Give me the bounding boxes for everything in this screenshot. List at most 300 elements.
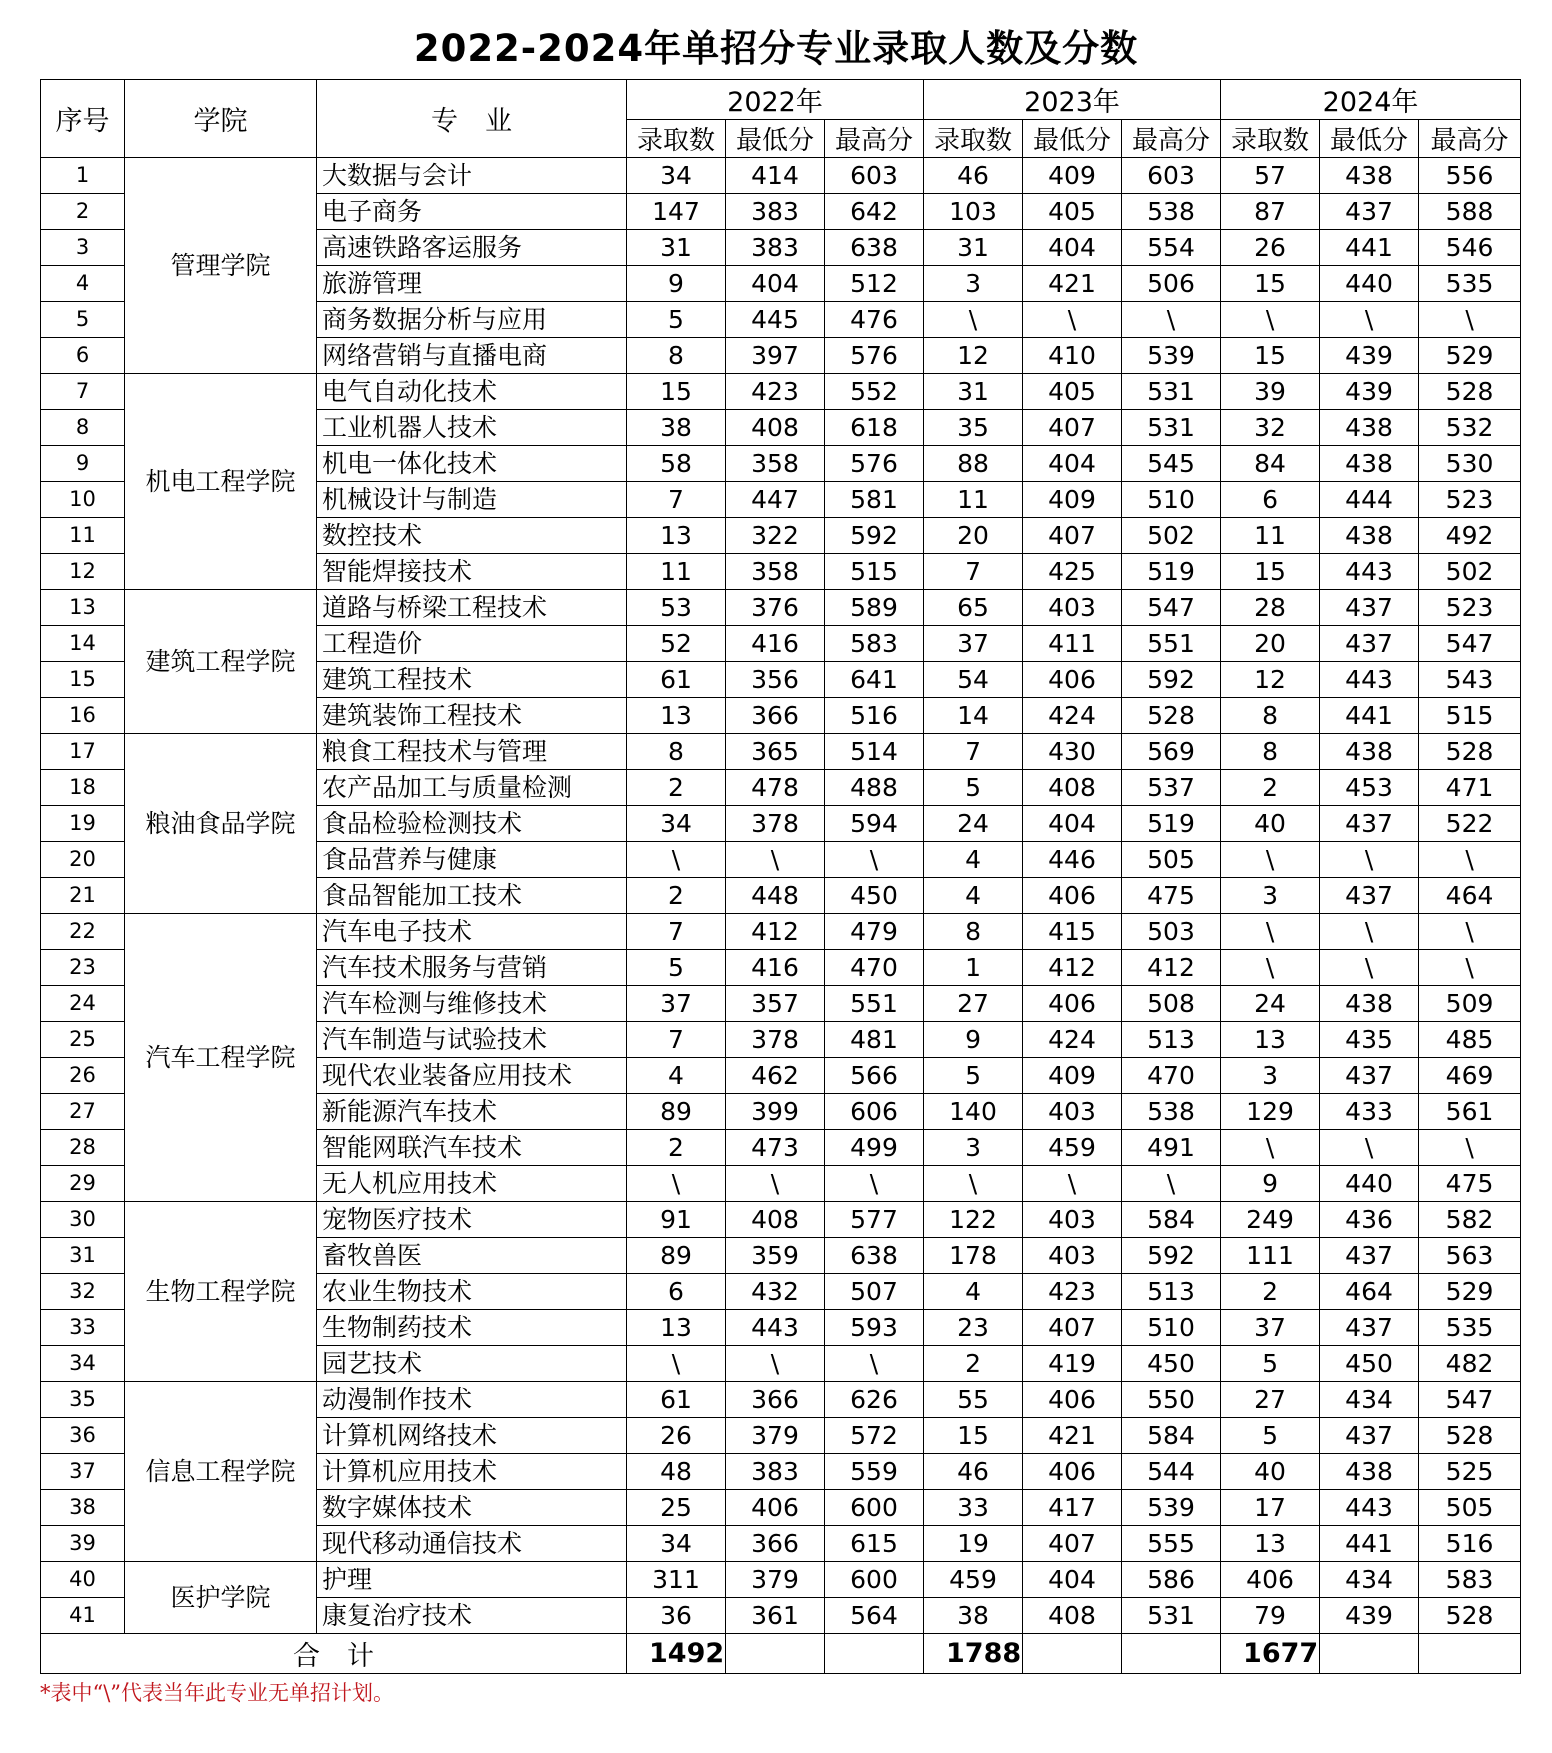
cell-2022-min-score: 378 [726, 1022, 825, 1058]
cell-2024-min-score: 438 [1320, 986, 1419, 1022]
cell-2023-max-score: 519 [1122, 806, 1221, 842]
header-index: 序号 [41, 80, 125, 158]
cell-2023-admitted: 103 [924, 194, 1023, 230]
row-index: 39 [41, 1526, 125, 1562]
cell-2024-min-score: 433 [1320, 1094, 1419, 1130]
cell-2024-admitted: 8 [1221, 698, 1320, 734]
cell-2023-admitted: 459 [924, 1562, 1023, 1598]
cell-2023-min-score: 459 [1023, 1130, 1122, 1166]
cell-2024-min-score: 464 [1320, 1274, 1419, 1310]
header-admitted: 录取数 [1221, 120, 1320, 158]
cell-2022-admitted: 31 [627, 230, 726, 266]
cell-2024-admitted: 3 [1221, 878, 1320, 914]
cell-2023-min-score: 403 [1023, 1238, 1122, 1274]
cell-2024-min-score: 437 [1320, 1058, 1419, 1094]
college-name: 粮油食品学院 [125, 734, 317, 914]
major-name: 食品营养与健康 [317, 842, 627, 878]
row-index: 20 [41, 842, 125, 878]
cell-2023-admitted: 4 [924, 1274, 1023, 1310]
cell-2022-min-score: 416 [726, 626, 825, 662]
major-name: 园艺技术 [317, 1346, 627, 1382]
cell-2022-min-score: 378 [726, 806, 825, 842]
cell-2023-admitted: 38 [924, 1598, 1023, 1634]
cell-2023-max-score: 412 [1122, 950, 1221, 986]
row-index: 40 [41, 1562, 125, 1598]
cell-2023-admitted: 37 [924, 626, 1023, 662]
major-name: 护理 [317, 1562, 627, 1598]
row-index: 32 [41, 1274, 125, 1310]
cell-2024-min-score: 438 [1320, 158, 1419, 194]
cell-2023-admitted: 3 [924, 266, 1023, 302]
cell-2024-max-score: 582 [1419, 1202, 1521, 1238]
cell-2022-max-score: 581 [825, 482, 924, 518]
cell-2022-min-score: \ [726, 1346, 825, 1382]
cell-2024-min-score: 438 [1320, 446, 1419, 482]
cell-2024-min-score: \ [1320, 302, 1419, 338]
cell-2024-min-score: 439 [1320, 1598, 1419, 1634]
row-index: 8 [41, 410, 125, 446]
cell-2023-max-score: 538 [1122, 1094, 1221, 1130]
cell-2023-admitted: 5 [924, 770, 1023, 806]
cell-2022-max-score: 641 [825, 662, 924, 698]
row-index: 27 [41, 1094, 125, 1130]
cell-2024-max-score: 535 [1419, 266, 1521, 302]
header-major: 专 业 [317, 80, 627, 158]
header-year-2022: 2022年 [627, 80, 924, 120]
cell-2022-max-score: 476 [825, 302, 924, 338]
cell-2022-admitted: 89 [627, 1094, 726, 1130]
cell-2024-admitted: \ [1221, 950, 1320, 986]
cell-2024-admitted: 40 [1221, 806, 1320, 842]
cell-2022-admitted: 7 [627, 1022, 726, 1058]
cell-2022-max-score: 564 [825, 1598, 924, 1634]
cell-2024-min-score: \ [1320, 842, 1419, 878]
cell-2024-min-score: 438 [1320, 410, 1419, 446]
major-name: 建筑工程技术 [317, 662, 627, 698]
cell-2024-admitted: 17 [1221, 1490, 1320, 1526]
cell-2024-max-score: 464 [1419, 878, 1521, 914]
table-row [41, 374, 1521, 410]
major-name: 粮食工程技术与管理 [317, 734, 627, 770]
cell-2022-max-score: 507 [825, 1274, 924, 1310]
cell-2022-max-score: 516 [825, 698, 924, 734]
cell-2024-admitted: 24 [1221, 986, 1320, 1022]
cell-2023-admitted: 65 [924, 590, 1023, 626]
cell-2022-min-score: 423 [726, 374, 825, 410]
cell-2023-max-score: 603 [1122, 158, 1221, 194]
cell-2024-admitted: 249 [1221, 1202, 1320, 1238]
cell-2023-max-score: \ [1122, 302, 1221, 338]
cell-2024-admitted: \ [1221, 1130, 1320, 1166]
cell-2024-min-score: 434 [1320, 1382, 1419, 1418]
cell-2022-max-score: 583 [825, 626, 924, 662]
cell-2024-min-score: 443 [1320, 554, 1419, 590]
college-name: 管理学院 [125, 158, 317, 374]
row-index: 36 [41, 1418, 125, 1454]
cell-2023-admitted: 46 [924, 1454, 1023, 1490]
cell-2023-min-score: 403 [1023, 1094, 1122, 1130]
cell-2022-max-score: 470 [825, 950, 924, 986]
cell-2024-max-score: 535 [1419, 1310, 1521, 1346]
cell-2024-admitted: 13 [1221, 1022, 1320, 1058]
cell-2024-admitted: 11 [1221, 518, 1320, 554]
cell-2024-max-score: \ [1419, 302, 1521, 338]
cell-2023-min-score: 404 [1023, 1562, 1122, 1598]
row-index: 21 [41, 878, 125, 914]
cell-2024-min-score: 444 [1320, 482, 1419, 518]
cell-2024-max-score: 547 [1419, 626, 1521, 662]
cell-2024-max-score: 546 [1419, 230, 1521, 266]
cell-2022-admitted: 91 [627, 1202, 726, 1238]
cell-2022-max-score: 479 [825, 914, 924, 950]
cell-2022-min-score: 416 [726, 950, 825, 986]
cell-2022-admitted: 34 [627, 1526, 726, 1562]
cell-2022-max-score: 589 [825, 590, 924, 626]
cell-2023-admitted: 11 [924, 482, 1023, 518]
cell-2022-admitted: \ [627, 1166, 726, 1202]
header-min-score: 最低分 [1320, 120, 1419, 158]
cell-2024-min-score: 438 [1320, 518, 1419, 554]
table-row [41, 1382, 1521, 1418]
cell-2022-admitted: 15 [627, 374, 726, 410]
page-title: 2022-2024年单招分专业录取人数及分数 [413, 27, 1139, 70]
cell-2023-max-score: 503 [1122, 914, 1221, 950]
cell-2023-admitted: 2 [924, 1346, 1023, 1382]
cell-2023-min-score: 415 [1023, 914, 1122, 950]
row-index: 35 [41, 1382, 125, 1418]
cell-2023-admitted: 55 [924, 1382, 1023, 1418]
cell-2022-admitted: 4 [627, 1058, 726, 1094]
cell-2023-max-score: 531 [1122, 1598, 1221, 1634]
cell-2022-admitted: 11 [627, 554, 726, 590]
cell-2022-max-score: 606 [825, 1094, 924, 1130]
cell-2022-admitted: 8 [627, 338, 726, 374]
cell-2023-admitted: 27 [924, 986, 1023, 1022]
cell-2023-max-score: 519 [1122, 554, 1221, 590]
cell-2023-min-score: 411 [1023, 626, 1122, 662]
cell-2023-admitted: 140 [924, 1094, 1023, 1130]
cell-2022-min-score: 399 [726, 1094, 825, 1130]
row-index: 12 [41, 554, 125, 590]
row-index: 3 [41, 230, 125, 266]
cell-2022-max-score: 592 [825, 518, 924, 554]
cell-2024-admitted: 26 [1221, 230, 1320, 266]
cell-2023-admitted: 14 [924, 698, 1023, 734]
major-name: 机电一体化技术 [317, 446, 627, 482]
cell-2024-min-score: 440 [1320, 1166, 1419, 1202]
cell-2022-admitted: 53 [627, 590, 726, 626]
cell-2022-max-score: 572 [825, 1418, 924, 1454]
cell-2023-admitted: 24 [924, 806, 1023, 842]
major-name: 数字媒体技术 [317, 1490, 627, 1526]
cell-2022-min-score: 462 [726, 1058, 825, 1094]
row-index: 38 [41, 1490, 125, 1526]
row-index: 14 [41, 626, 125, 662]
cell-2023-min-score: 423 [1023, 1274, 1122, 1310]
cell-2022-min-score: 322 [726, 518, 825, 554]
major-name: 商务数据分析与应用 [317, 302, 627, 338]
cell-2023-min-score: 424 [1023, 1022, 1122, 1058]
cell-2022-admitted: 311 [627, 1562, 726, 1598]
cell-2023-admitted: 3 [924, 1130, 1023, 1166]
major-name: 动漫制作技术 [317, 1382, 627, 1418]
cell-2022-max-score: 576 [825, 338, 924, 374]
header-max-score: 最高分 [1419, 120, 1521, 158]
cell-2023-admitted: 12 [924, 338, 1023, 374]
cell-2022-max-score: 618 [825, 410, 924, 446]
cell-2022-min-score: 358 [726, 554, 825, 590]
major-name: 农产品加工与质量检测 [317, 770, 627, 806]
cell-2024-min-score: 439 [1320, 338, 1419, 374]
cell-2024-max-score: 547 [1419, 1382, 1521, 1418]
row-index: 41 [41, 1598, 125, 1634]
cell-2023-min-score: 424 [1023, 698, 1122, 734]
cell-2024-admitted: 84 [1221, 446, 1320, 482]
cell-2024-max-score: 583 [1419, 1562, 1521, 1598]
cell-2023-admitted: 31 [924, 230, 1023, 266]
cell-2024-admitted: 20 [1221, 626, 1320, 662]
cell-2022-admitted: 9 [627, 266, 726, 302]
table-row [41, 734, 1521, 770]
major-name: 生物制药技术 [317, 1310, 627, 1346]
row-index: 10 [41, 482, 125, 518]
major-name: 新能源汽车技术 [317, 1094, 627, 1130]
cell-2022-min-score: 404 [726, 266, 825, 302]
major-name: 宠物医疗技术 [317, 1202, 627, 1238]
cell-2023-max-score: 592 [1122, 662, 1221, 698]
row-index: 31 [41, 1238, 125, 1274]
college-name: 汽车工程学院 [125, 914, 317, 1202]
cell-2023-max-score: 537 [1122, 770, 1221, 806]
cell-2022-max-score: 577 [825, 1202, 924, 1238]
cell-2024-max-score: 492 [1419, 518, 1521, 554]
cell-2023-min-score: 421 [1023, 266, 1122, 302]
cell-2024-min-score: 437 [1320, 878, 1419, 914]
total-2022: 1492 [627, 1634, 726, 1674]
cell-2022-admitted: 38 [627, 410, 726, 446]
cell-2022-min-score: 361 [726, 1598, 825, 1634]
cell-2024-admitted: 2 [1221, 1274, 1320, 1310]
cell-2022-max-score: 600 [825, 1490, 924, 1526]
college-name: 生物工程学院 [125, 1202, 317, 1382]
total-row [41, 1634, 1521, 1674]
row-index: 19 [41, 806, 125, 842]
cell-2022-max-score: 594 [825, 806, 924, 842]
cell-2022-admitted: 147 [627, 194, 726, 230]
cell-2022-admitted: 8 [627, 734, 726, 770]
cell-2023-min-score: 407 [1023, 1310, 1122, 1346]
cell-2023-admitted: 54 [924, 662, 1023, 698]
cell-2024-min-score: 437 [1320, 626, 1419, 662]
cell-2024-max-score: 588 [1419, 194, 1521, 230]
cell-2024-admitted: 28 [1221, 590, 1320, 626]
cell-2024-max-score: 485 [1419, 1022, 1521, 1058]
cell-2022-max-score: 600 [825, 1562, 924, 1598]
row-index: 2 [41, 194, 125, 230]
cell-2022-min-score: 473 [726, 1130, 825, 1166]
cell-2022-admitted: 48 [627, 1454, 726, 1490]
cell-2023-max-score: 550 [1122, 1382, 1221, 1418]
cell-2024-max-score: 505 [1419, 1490, 1521, 1526]
cell-2023-max-score: 544 [1122, 1454, 1221, 1490]
cell-2023-min-score: 409 [1023, 1058, 1122, 1094]
major-name: 机械设计与制造 [317, 482, 627, 518]
cell-2024-max-score: 528 [1419, 374, 1521, 410]
major-name: 智能焊接技术 [317, 554, 627, 590]
cell-2022-max-score: 514 [825, 734, 924, 770]
cell-2022-min-score: \ [726, 842, 825, 878]
table-row [41, 1202, 1521, 1238]
major-name: 工业机器人技术 [317, 410, 627, 446]
cell-2022-admitted: 34 [627, 806, 726, 842]
major-name: 汽车电子技术 [317, 914, 627, 950]
row-index: 30 [41, 1202, 125, 1238]
cell-2023-min-score: \ [1023, 1166, 1122, 1202]
cell-2024-max-score: 529 [1419, 1274, 1521, 1310]
cell-2022-min-score: 432 [726, 1274, 825, 1310]
cell-2022-admitted: 37 [627, 986, 726, 1022]
row-index: 23 [41, 950, 125, 986]
cell-2022-min-score: 356 [726, 662, 825, 698]
cell-2022-admitted: 89 [627, 1238, 726, 1274]
cell-2022-admitted: \ [627, 1346, 726, 1382]
cell-2024-admitted: 6 [1221, 482, 1320, 518]
cell-2023-admitted: 122 [924, 1202, 1023, 1238]
cell-2024-min-score: 441 [1320, 698, 1419, 734]
cell-2022-max-score: 626 [825, 1382, 924, 1418]
cell-2023-min-score: 404 [1023, 230, 1122, 266]
major-name: 计算机网络技术 [317, 1418, 627, 1454]
college-name: 建筑工程学院 [125, 590, 317, 734]
cell-2023-max-score: 450 [1122, 1346, 1221, 1382]
cell-2024-admitted: 8 [1221, 734, 1320, 770]
cell-2024-max-score: 522 [1419, 806, 1521, 842]
cell-2024-admitted: 3 [1221, 1058, 1320, 1094]
cell-2022-max-score: 566 [825, 1058, 924, 1094]
row-index: 13 [41, 590, 125, 626]
cell-2023-min-score: 403 [1023, 590, 1122, 626]
row-index: 26 [41, 1058, 125, 1094]
cell-2023-max-score: 491 [1122, 1130, 1221, 1166]
row-index: 6 [41, 338, 125, 374]
row-index: 25 [41, 1022, 125, 1058]
cell-2022-min-score: 445 [726, 302, 825, 338]
cell-2022-admitted: 7 [627, 914, 726, 950]
cell-2024-max-score: 561 [1419, 1094, 1521, 1130]
cell-2023-max-score: 586 [1122, 1562, 1221, 1598]
row-index: 37 [41, 1454, 125, 1490]
table-body [41, 158, 1521, 1634]
cell-2024-max-score: 516 [1419, 1526, 1521, 1562]
cell-2023-min-score: 407 [1023, 1526, 1122, 1562]
cell-2024-max-score: 528 [1419, 734, 1521, 770]
cell-2023-max-score: 551 [1122, 626, 1221, 662]
cell-2023-max-score: 592 [1122, 1238, 1221, 1274]
cell-2024-max-score: \ [1419, 1130, 1521, 1166]
cell-2022-min-score: 357 [726, 986, 825, 1022]
cell-2023-max-score: 510 [1122, 1310, 1221, 1346]
major-name: 数控技术 [317, 518, 627, 554]
cell-2024-min-score: 443 [1320, 1490, 1419, 1526]
cell-2022-min-score: 379 [726, 1418, 825, 1454]
cell-2023-admitted: 9 [924, 1022, 1023, 1058]
cell-2024-admitted: 12 [1221, 662, 1320, 698]
cell-2024-admitted: 39 [1221, 374, 1320, 410]
cell-2022-min-score: 366 [726, 1382, 825, 1418]
cell-2022-max-score: 638 [825, 1238, 924, 1274]
cell-2022-max-score: 515 [825, 554, 924, 590]
cell-2024-admitted: 57 [1221, 158, 1320, 194]
cell-2022-admitted: 5 [627, 950, 726, 986]
major-name: 汽车制造与试验技术 [317, 1022, 627, 1058]
cell-2024-min-score: 437 [1320, 590, 1419, 626]
cell-2023-admitted: 33 [924, 1490, 1023, 1526]
cell-2023-admitted: \ [924, 1166, 1023, 1202]
cell-2023-max-score: 508 [1122, 986, 1221, 1022]
row-index: 16 [41, 698, 125, 734]
row-index: 15 [41, 662, 125, 698]
cell-2024-max-score: 529 [1419, 338, 1521, 374]
cell-2023-min-score: 403 [1023, 1202, 1122, 1238]
cell-2023-max-score: 584 [1122, 1202, 1221, 1238]
cell-2023-min-score: 406 [1023, 662, 1122, 698]
cell-2022-admitted: 13 [627, 1310, 726, 1346]
row-index: 7 [41, 374, 125, 410]
cell-2024-admitted: 27 [1221, 1382, 1320, 1418]
row-index: 9 [41, 446, 125, 482]
cell-2022-min-score: 406 [726, 1490, 825, 1526]
cell-2022-min-score: 379 [726, 1562, 825, 1598]
cell-2024-min-score: 437 [1320, 1418, 1419, 1454]
cell-2023-admitted: 1 [924, 950, 1023, 986]
header-year-2024: 2024年 [1221, 80, 1521, 120]
cell-2024-min-score: 436 [1320, 1202, 1419, 1238]
cell-2023-min-score: 404 [1023, 446, 1122, 482]
cell-2022-min-score: 383 [726, 1454, 825, 1490]
cell-2024-admitted: 15 [1221, 338, 1320, 374]
cell-2024-admitted: 32 [1221, 410, 1320, 446]
cell-2022-max-score: 450 [825, 878, 924, 914]
footnote: *表中“\”代表当年此专业无单招计划。 [40, 1681, 395, 1705]
total-2024: 1677 [1221, 1634, 1320, 1674]
cell-2023-min-score: 417 [1023, 1490, 1122, 1526]
cell-2022-min-score: 448 [726, 878, 825, 914]
cell-2024-max-score: 475 [1419, 1166, 1521, 1202]
cell-2023-admitted: 178 [924, 1238, 1023, 1274]
cell-2022-max-score: 615 [825, 1526, 924, 1562]
cell-2023-admitted: 23 [924, 1310, 1023, 1346]
major-name: 高速铁路客运服务 [317, 230, 627, 266]
cell-2023-max-score: 475 [1122, 878, 1221, 914]
major-name: 电子商务 [317, 194, 627, 230]
cell-2022-admitted: 58 [627, 446, 726, 482]
cell-2022-admitted: 13 [627, 518, 726, 554]
cell-2022-min-score: 447 [726, 482, 825, 518]
cell-2024-min-score: \ [1320, 950, 1419, 986]
cell-2023-max-score: 531 [1122, 410, 1221, 446]
cell-2024-min-score: 437 [1320, 1310, 1419, 1346]
cell-2024-admitted: 79 [1221, 1598, 1320, 1634]
major-name: 汽车技术服务与营销 [317, 950, 627, 986]
cell-2024-max-score: 523 [1419, 482, 1521, 518]
cell-2023-min-score: 410 [1023, 338, 1122, 374]
cell-2022-max-score: \ [825, 1166, 924, 1202]
cell-2023-max-score: 539 [1122, 338, 1221, 374]
cell-2024-admitted: 5 [1221, 1346, 1320, 1382]
major-name: 无人机应用技术 [317, 1166, 627, 1202]
header-min-score: 最低分 [1023, 120, 1122, 158]
cell-2023-max-score: 505 [1122, 842, 1221, 878]
